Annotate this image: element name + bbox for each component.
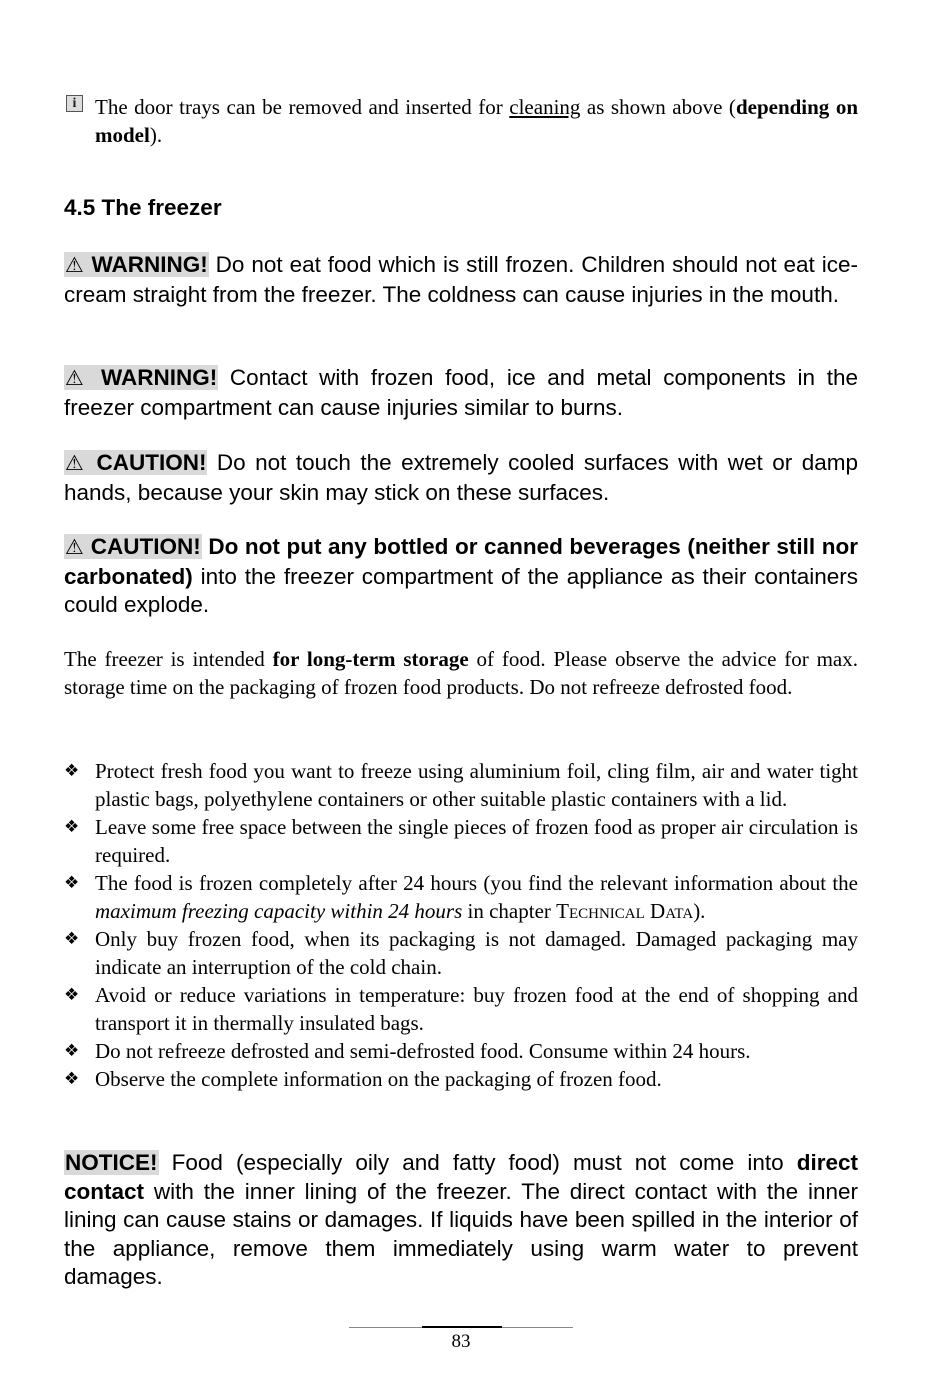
diamond-bullet-icon: ❖	[64, 817, 80, 837]
page-number: 83	[451, 1331, 471, 1352]
list-item: ❖ Do not refreeze defrosted and semi-defrosted food. Consume within 24 hours.	[64, 1039, 751, 1063]
footer-divider-accent	[422, 1326, 502, 1328]
diamond-bullet-icon: ❖	[64, 1041, 80, 1061]
caution-label: ⚠ CAUTION!	[65, 534, 201, 559]
warning-triangle-icon: ⚠	[65, 536, 85, 559]
caution-label: ⚠ CAUTION!	[65, 450, 207, 475]
warning-label: ⚠ WARNING!	[65, 252, 208, 277]
warning-label: ⚠ WARNING!	[65, 365, 218, 390]
list-item: ❖ Leave some free space between the single pieces of frozen food as proper air circulation is required.	[64, 815, 858, 867]
warning-block-1: ⚠ WARNING! Do not eat food which is still frozen. Children should not eat ice-cream straight from the freezer. The coldness can cause injuries in the mouth.	[64, 252, 858, 307]
diamond-bullet-icon: ❖	[64, 873, 80, 893]
section-heading: 4.5 The freezer	[64, 195, 222, 220]
diamond-bullet-icon: ❖	[64, 761, 80, 781]
freezing-tips-list	[64, 757, 858, 1093]
freezer-intro: The freezer is intended for long-term storage of food. Please observe the advice for max. storage time on the packaging of frozen food products. Do not refreeze defrosted food.	[64, 647, 858, 699]
warning-triangle-icon: ⚠	[65, 452, 88, 475]
info-note	[64, 93, 858, 149]
info-note-text: The door trays can be removed and inserted for cleaning as shown above (depending on model).	[95, 95, 858, 147]
warning-triangle-icon: ⚠	[65, 254, 85, 277]
diamond-bullet-icon: ❖	[64, 985, 80, 1005]
list-item: ❖ Protect fresh food you want to freeze using aluminium foil, cling film, air and water tight plastic bags, polyethylene containers or other suitable plastic containers with a lid.	[64, 759, 858, 811]
diamond-bullet-icon: ❖	[64, 1069, 80, 1089]
caution-block-2: ⚠ CAUTION! Do not put any bottled or canned beverages (neither still nor carbonated) into the freezer compartment of the appliance as their containers could explode.	[64, 534, 859, 617]
notice-label: NOTICE!	[65, 1150, 158, 1175]
warning-block-2: ⚠ WARNING! Contact with frozen food, ice and metal components in the freezer compartment can cause injuries similar to burns.	[64, 365, 858, 420]
diamond-bullet-icon: ❖	[64, 929, 80, 949]
list-item: ❖ The food is frozen completely after 24 hours (you find the relevant information about the maximum freezing capacity within 24 hours in chapter Technical Data).	[64, 871, 858, 923]
warning-triangle-icon: ⚠	[65, 367, 90, 390]
list-item: ❖ Observe the complete information on the packaging of frozen food.	[64, 1067, 662, 1091]
list-item: ❖ Avoid or reduce variations in temperature: buy frozen food at the end of shopping and transport it in thermally insulated bags.	[64, 983, 858, 1035]
list-item: ❖ Only buy frozen food, when its packaging is not damaged. Damaged packaging may indicate an interruption of the cold chain.	[64, 927, 858, 979]
notice-block: NOTICE! Food (especially oily and fatty food) must not come into direct contact with the inner lining of the freezer. The direct contact with the inner lining can cause stains or damages. If liquids have been spilled in the interior of the appliance, remove them immediately using warm water to prevent damages.	[64, 1150, 858, 1289]
info-icon: i	[66, 95, 83, 112]
cleaning-link: cleaning	[509, 95, 581, 119]
caution-block-1: ⚠ CAUTION! Do not touch the extremely cooled surfaces with wet or damp hands, because your skin may stick on these surfaces.	[64, 450, 858, 505]
